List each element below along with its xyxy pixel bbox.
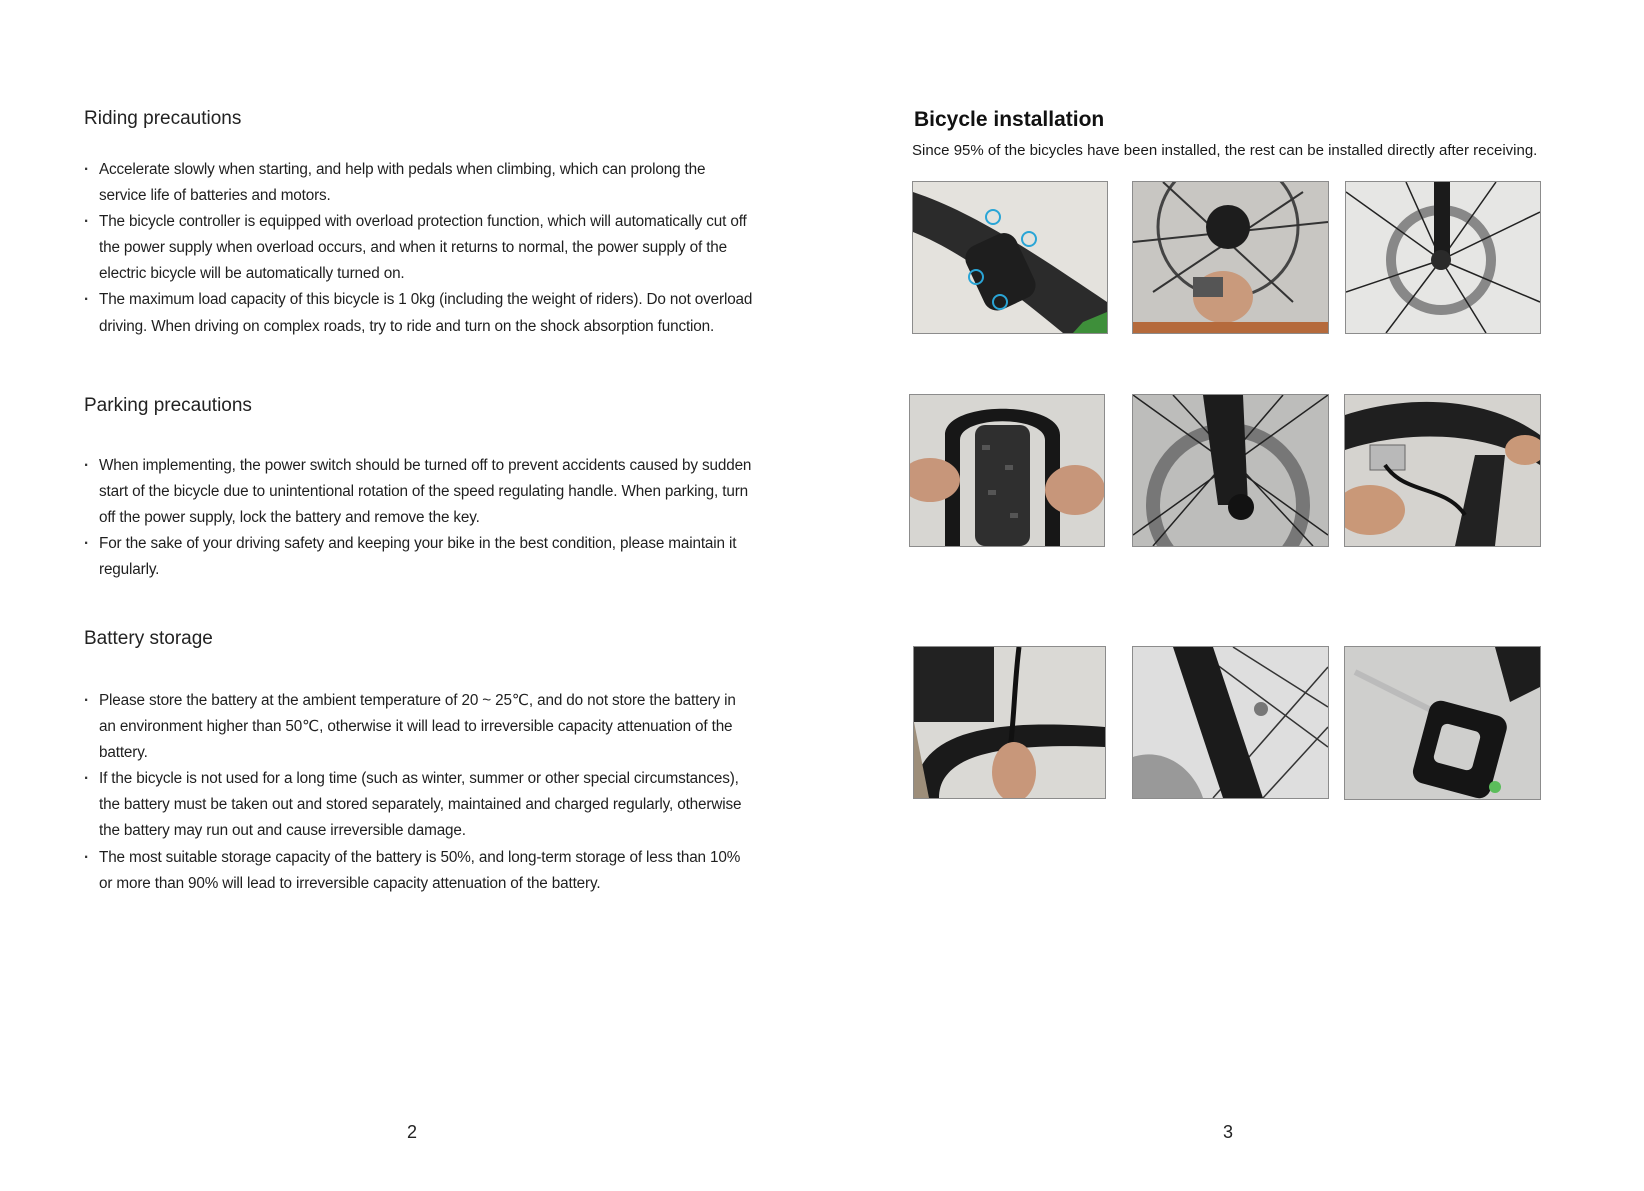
battery-storage-heading: Battery storage [84, 628, 213, 649]
fork-axle-photo [1132, 394, 1329, 547]
parking-precautions-heading: Parking precautions [84, 395, 252, 416]
riding-precautions-heading: Riding precautions [84, 108, 242, 129]
motor-connector-photo [913, 646, 1106, 799]
list-item: · The bicycle controller is equipped with overload protection function, which will automatically cut off the power supply when overload occurs, and when it returns to normal, the power supply of the electric bicycle will be automatically turned on. [84, 209, 754, 287]
list-item: · If the bicycle is not used for a long time (such as winter, summer or other special circumstances), the battery must be taken out and stored separately, maintained and charged regularly, otherwise the battery may run out and cause irreversible damage. [84, 766, 754, 844]
handlebar-bolts-photo [912, 181, 1108, 334]
front-fork-closeup-photo [1132, 646, 1329, 799]
fender-installation-photo [909, 394, 1105, 547]
list-item: · Accelerate slowly when starting, and help with pedals when climbing, which can prolong the service life of batteries and motors. [84, 157, 754, 209]
parking-precautions-list [84, 453, 754, 583]
list-item: · The maximum load capacity of this bicycle is 1 0kg (including the weight of riders). Do not overload driving. When driving on complex roads, try to ride and turn on the shock absorption function. [84, 287, 754, 339]
brake-cable-photo [1344, 394, 1541, 547]
installation-title: Bicycle installation [914, 108, 1105, 131]
axle-nut-photo [1132, 181, 1329, 334]
list-item: · The most suitable storage capacity of the battery is 50%, and long-term storage of less than 10% or more than 90% will lead to irreversible capacity attenuation of the battery. [84, 845, 754, 897]
installation-intro: Since 95% of the bicycles have been installed, the rest can be installed directly after receiving. [912, 142, 1538, 159]
riding-precautions-list [84, 157, 754, 340]
list-item: · Please store the battery at the ambient temperature of 20 ~ 25℃, and do not store the battery in an environment higher than 50℃, otherwise it will lead to irreversible capacity attenuation of the battery. [84, 688, 754, 766]
pedal-installation-photo [1344, 646, 1541, 800]
list-item: · For the sake of your driving safety and keeping your bike in the best condition, please maintain it regularly. [84, 531, 754, 583]
page-number-left: 2 [407, 1122, 418, 1142]
battery-storage-list [84, 688, 754, 897]
list-item: · When implementing, the power switch should be turned off to prevent accidents caused by sudden start of the bicycle due to unintentional rotation of the speed regulating handle. When parking, turn off the power supply, lock the battery and remove the key. [84, 453, 754, 531]
disc-brake-wheel-photo [1345, 181, 1541, 334]
page-number-right: 3 [1223, 1122, 1234, 1142]
right-page [822, 0, 1644, 1191]
